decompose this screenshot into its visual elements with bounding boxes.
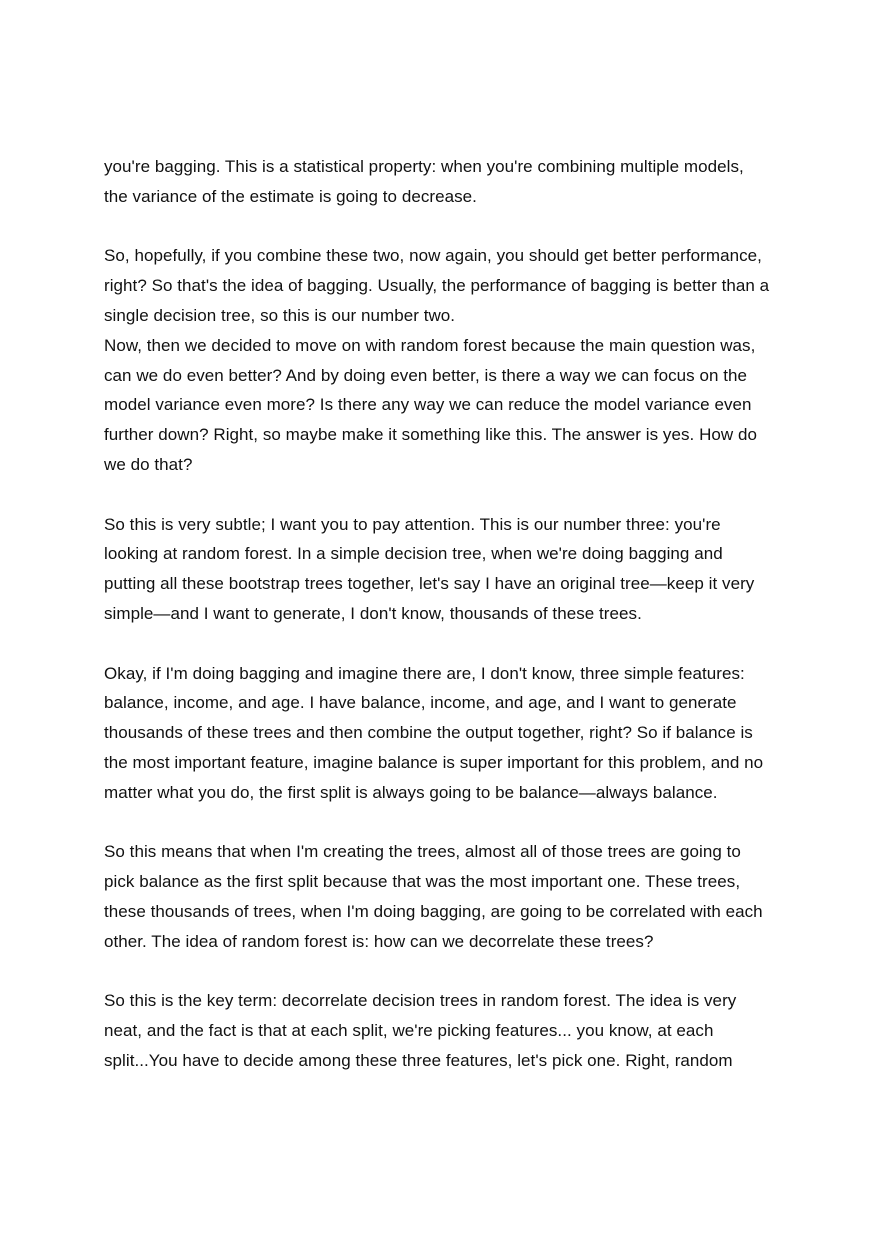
paragraph-3: Now, then we decided to move on with random forest because the main question was, can we do even better? And by doing even better, is there a way we can focus on the model variance even more? Is there any way we can reduce the model variance even further down? Right, so maybe make it something like this. The answer is yes. How do we do that? — [104, 335, 758, 474]
paragraph-6: So this means that when I'm creating the trees, almost all of those trees are going to pick balance as the first split because that was the most important one. These trees, these thousands of trees, when I'm doing bagging, are going to be correlated with each other. The idea of random forest is: how can we decorrelate these trees? — [104, 842, 763, 951]
paragraph-7: So this is the key term: decorrelate decision trees in random forest. The idea is very neat, and the fact is that at each split, we're picking features... you know, at each split...You have to decide among these three features, let's pick one. Right, random — [104, 991, 737, 1070]
paragraph-gap — [104, 212, 804, 242]
paragraph-4: So this is very subtle; I want you to pay attention. This is our number three: you're looking at random forest. In a simple decision tree, when we're doing bagging and putting all these bootstrap trees together, let's say I have an original tree—keep it very simple—and I want to generate, I don't know, thousands of these trees. — [104, 514, 755, 623]
paragraph-gap — [104, 480, 804, 510]
paragraph-gap — [104, 808, 804, 838]
paragraph-gap — [104, 629, 804, 659]
paragraph-1: you're bagging. This is a statistical property: when you're combining multiple models, the variance of the estimate is going to decrease. — [104, 157, 744, 206]
paragraph-2: So, hopefully, if you combine these two, now again, you should get better performance, right? So that's the idea of bagging. Usually, the performance of bagging is better than a single decision tree, so this is our number two. — [104, 246, 770, 325]
paragraph-5: Okay, if I'm doing bagging and imagine there are, I don't know, three simple features: balance, income, and age. I have balance, income, and age, and I want to generate thousands of these trees and then combine the output together, right? So if balance is the most important feature, imagine balance is super important for this problem, and no matter what you do, the first split is always going to be balance—always balance. — [104, 663, 764, 802]
document-body — [104, 152, 804, 1076]
paragraph-gap — [104, 957, 804, 987]
